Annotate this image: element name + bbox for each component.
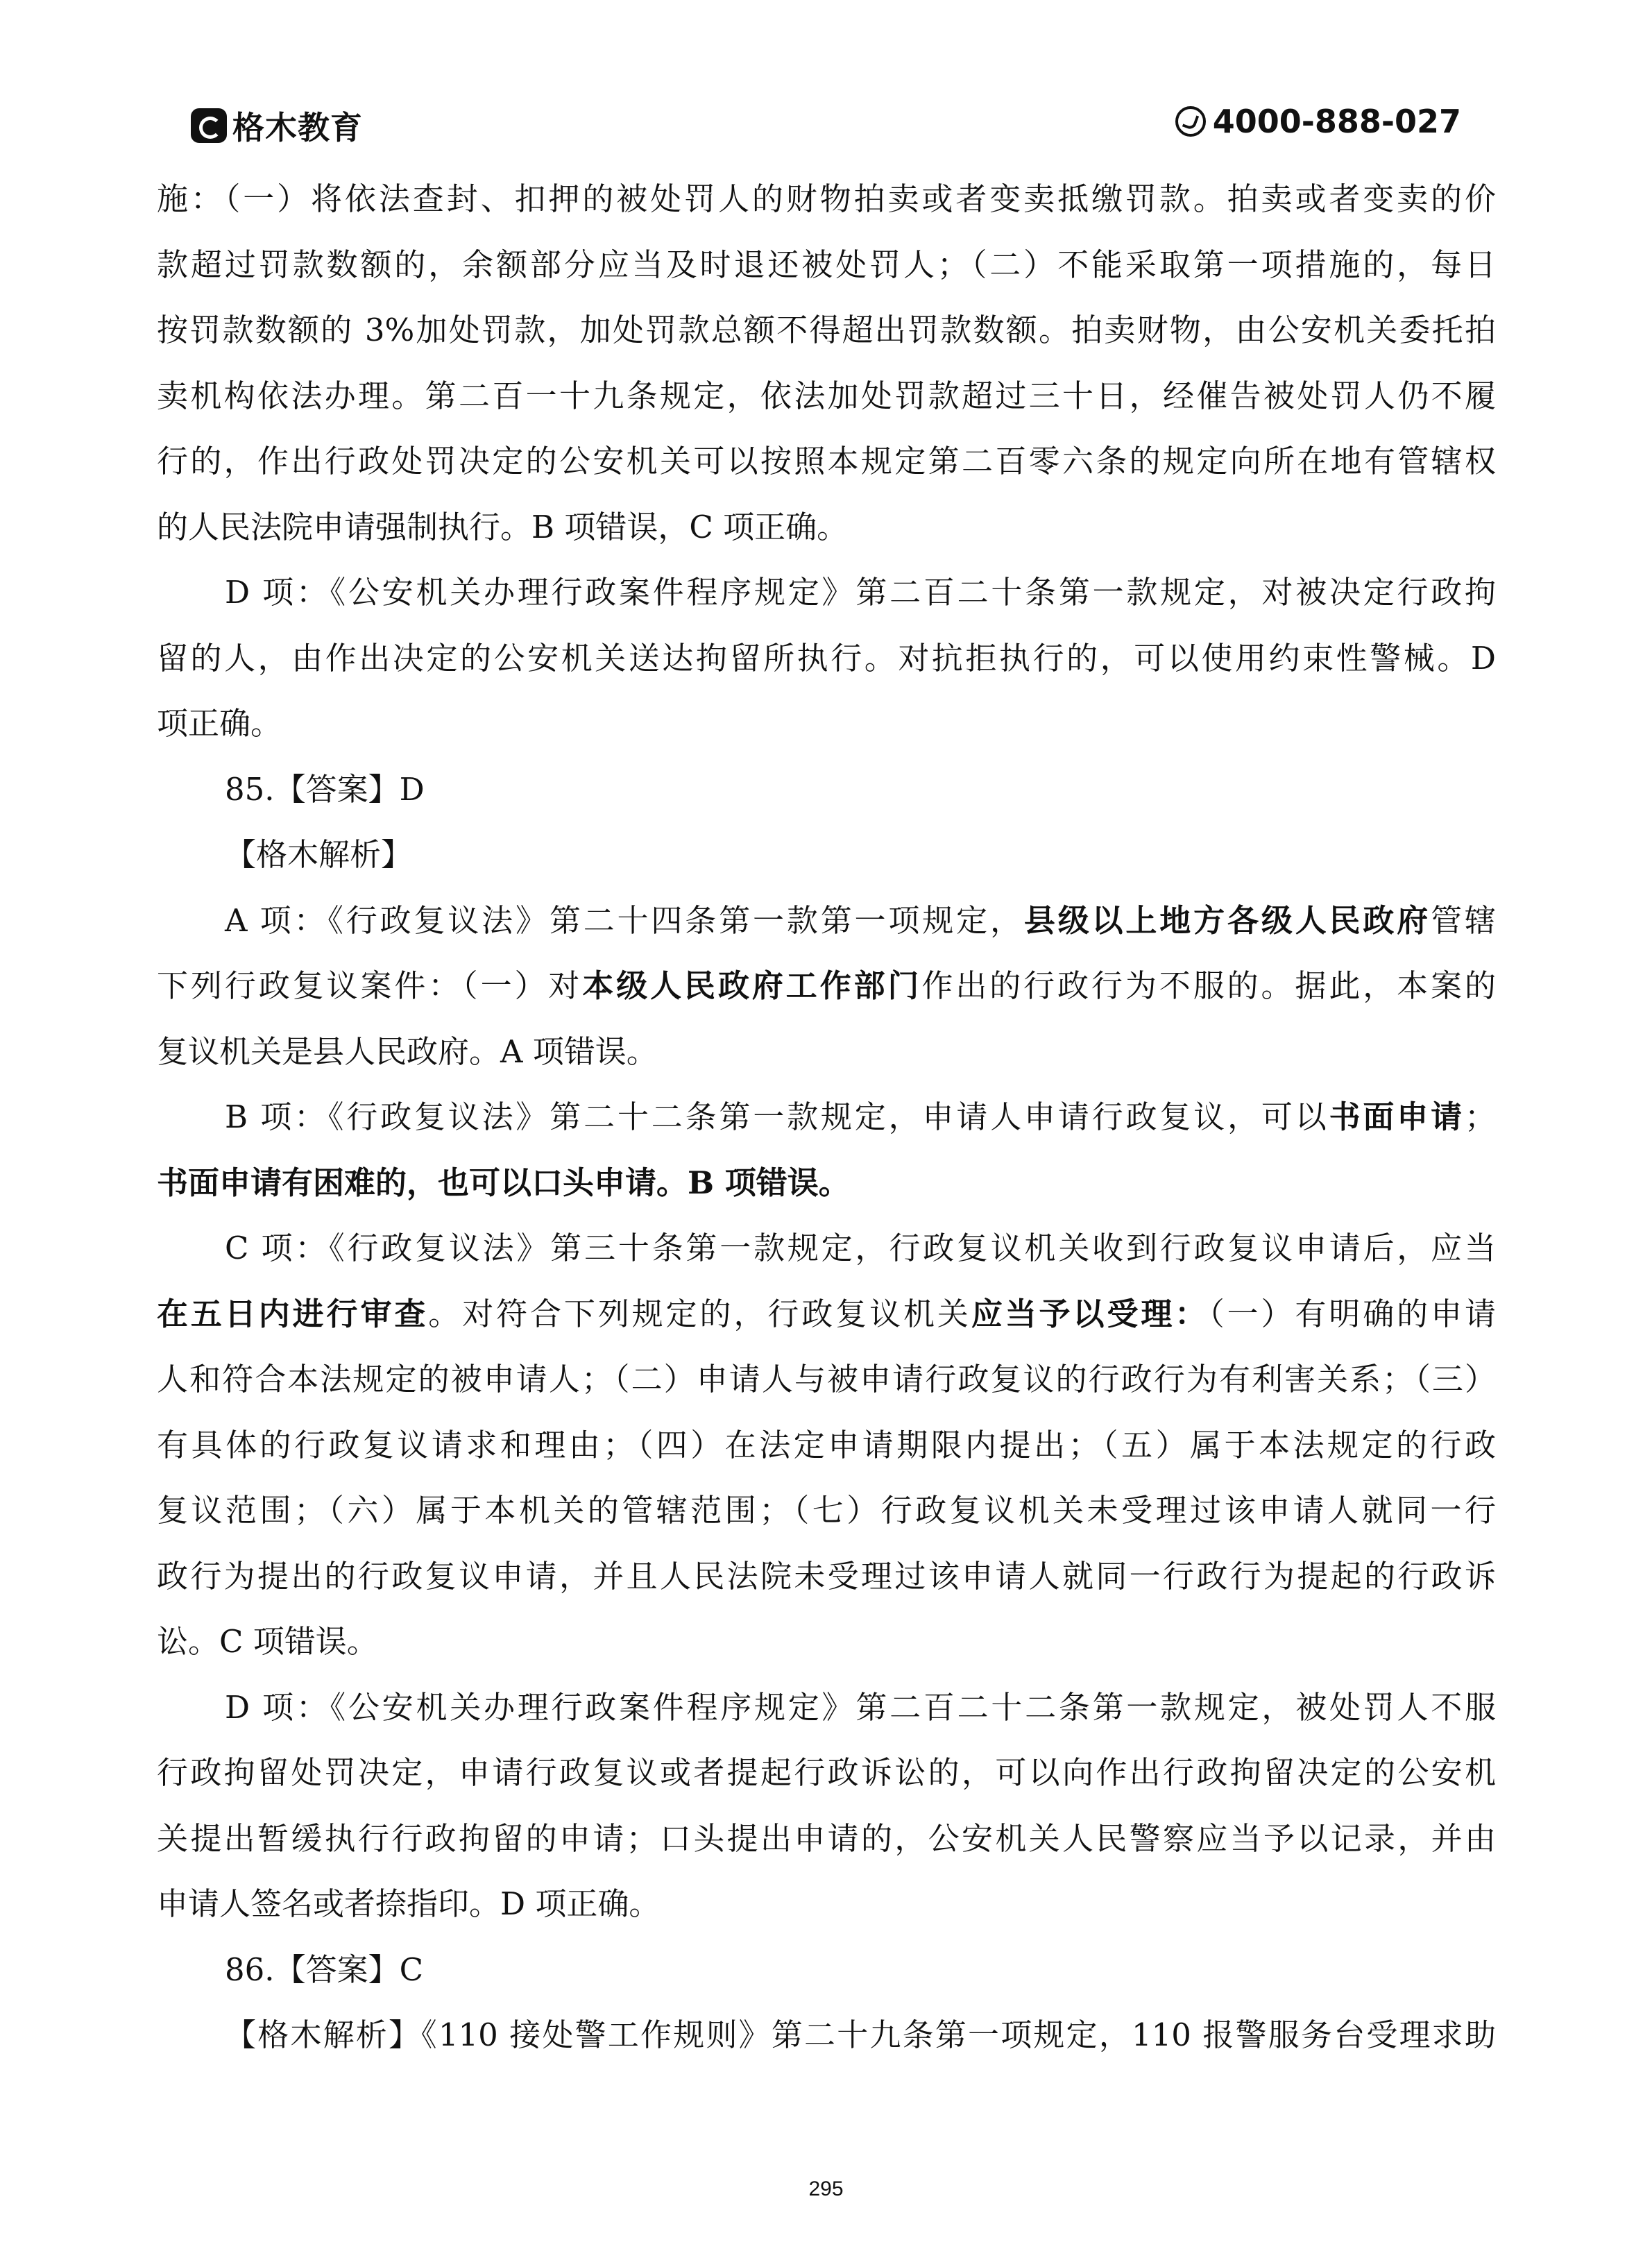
bold-phrase: 在五日内进行审查 [157,1295,429,1332]
text-line: 申请人签名或者捺指印。D 项正确。 [157,1885,661,1922]
text-line [157,1150,1496,1216]
text-line: D 项：《公安机关办理行政案件程序规定》第二百二十二条第一款规定，被处罚人不服 [225,1688,1496,1726]
answer-85: 85.【答案】D [225,770,425,808]
text-line: 人和符合本法规定的被申请人；（二）申请人与被申请行政复议的行政行为有利害关系；（三） [157,1361,1496,1398]
answer-86: 86.【答案】C [225,1951,423,1988]
text-line: A 项：《行政复议法》第二十四条第一款第一项规定，县级以上地方各级人民政府管辖 [225,901,1496,939]
analysis-heading: 【格木解析】 [225,836,413,873]
bold-phrase: 应当予以受理： [971,1295,1209,1332]
text-line: 【格木解析】《110 接处警工作规则》第二十九条第一项规定，110 报警服务台受理求助 [225,2016,1496,2053]
phone-number: 4000-888-027 [1212,103,1461,140]
text-line: 下列行政复议案件：（一）对本级人民政府工作部门作出的行政行为不服的。据此，本案的 [157,967,1496,1004]
brand-logo [191,103,363,148]
text-line: 卖机构依法办理。第二百一十九条规定，依法加处罚款超过三十日，经催告被处罚人仍不履 [157,377,1496,414]
text-line: 有具体的行政复议请求和理由；（四）在法定申请期限内提出；（五）属于本法规定的行政 [157,1426,1496,1463]
page-number: 295 [808,2177,844,2200]
text-line: 项正确。 [157,705,282,742]
text-line: 留的人，由作出决定的公安机关送达拘留所执行。对抗拒执行的，可以使用约束性警械。D [157,639,1496,677]
bold-phrase: 书面申请有困难的，也可以口头申请。B 项错误。 [157,1164,850,1201]
text-line: B 项：《行政复议法》第二十二条第一款规定，申请人申请行政复议，可以书面申请； [225,1098,1496,1135]
text-line: 款超过罚款数额的，余额部分应当及时退还被处罚人；（二）不能采取第一项措施的，每日 [157,246,1496,283]
text-line: C 项：《行政复议法》第三十条第一款规定，行政复议机关收到行政复议申请后，应当 [225,1230,1496,1266]
text-line: D 项：《公安机关办理行政案件程序规定》第二百二十条第一款规定，对被决定行政拘 [225,574,1496,611]
text-line: 行的，作出行政处罚决定的公安机关可以按照本规定第二百零六条的规定向所在地有管辖权 [157,443,1496,479]
bold-phrase: 本级人民政府工作部门 [582,967,922,1004]
logo-icon [191,108,227,143]
logo-text: 格木教育 [232,109,363,146]
text-line: 复议机关是县人民政府。A 项错误。 [157,1033,658,1070]
text-line: 关提出暂缓执行行政拘留的申请；口头提出申请的，公安机关人民警察应当予以记录，并由 [157,1819,1496,1857]
hotline [1175,103,1461,140]
text-line: 在五日内进行审查。对符合下列规定的，行政复议机关应当予以受理：（一）有明确的申请 [157,1295,1496,1332]
text-line: 政行为提出的行政复议申请，并且人民法院未受理过该申请人就同一行政行为提起的行政诉 [157,1557,1496,1595]
phone-icon [1175,106,1206,137]
text-line: 的人民法院申请强制执行。B 项错误，C 项正确。 [157,508,849,545]
bold-phrase: 县级以上地方各级人民政府 [1023,901,1431,939]
bold-phrase: 书面申请 [1329,1098,1465,1135]
text-line: 施：（一）将依法查封、扣押的被处罚人的财物拍卖或者变卖抵缴罚款。拍卖或者变卖的价 [157,180,1496,217]
page-body [157,167,1496,2069]
text-line: 按罚款数额的 3%加处罚款，加处罚款总额不得超出罚款数额。拍卖财物，由公安机关委托拍 [157,312,1496,348]
text-line: 复议范围；（六）属于本机关的管辖范围；（七）行政复议机关未受理过该申请人就同一行 [157,1492,1496,1529]
page-header [191,103,1461,147]
text-line: 讼。C 项错误。 [157,1623,378,1660]
text-line: 行政拘留处罚决定，申请行政复议或者提起行政诉讼的，可以向作出行政拘留决定的公安机 [157,1754,1496,1791]
